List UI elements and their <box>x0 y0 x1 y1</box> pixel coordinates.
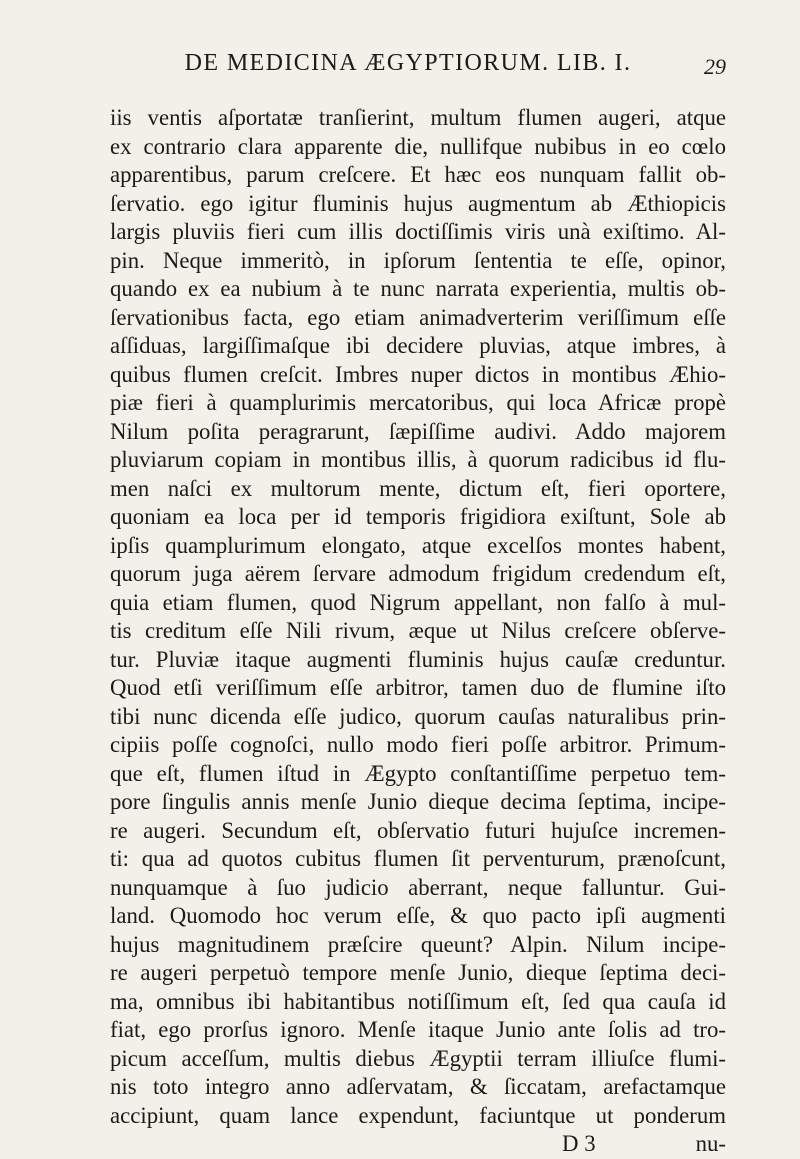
text-line: quibus flumen creſcit. Imbres nuper dictos in montibus Æhio- <box>110 361 726 387</box>
text-line: pore ſingulis annis menſe Junio dieque decima ſeptima, incipe- <box>110 789 726 814</box>
text-line: piæ fieri à quamplurimis mercatoribus, qui loca Africæ propè <box>110 390 726 415</box>
text-line: picum acceſſum, multis diebus Ægyptii terram illiuſce flumi- <box>110 1045 726 1071</box>
text-line: fiat, ego prorſus ignoro. Menſe itaque Junio ante ſolis ad tro- <box>110 1017 726 1042</box>
text-line: Quod etſi veriſſimum eſſe arbitror, tamen duo de flumine iſto <box>110 675 726 700</box>
text-line: pin. Neque immeritò, in ipſorum ſententia te eſſe, opinor, <box>110 247 726 273</box>
text-line: iis ventis aſportatæ tranſierint, multum flumen augeri, atque <box>110 105 726 130</box>
running-head <box>110 50 726 90</box>
text-line: re augeri. Secundum eſt, obſervatio futuri hujuſce incremen- <box>110 817 726 843</box>
text-line: ma, omnibus ibi habitantibus notiſſimum eſt, ſed qua cauſa id <box>110 988 726 1014</box>
text-line: tibi nunc dicenda eſſe judico, quorum cauſas naturalibus prin- <box>110 703 726 729</box>
text-line: ipſis quamplurimum elongato, atque excelſos montes habent, <box>110 532 726 558</box>
text-line: aſſiduas, largiſſimaſque ibi decidere pluvias, atque imbres, à <box>110 333 726 358</box>
text-line: Nilum poſita peragrarunt, ſæpiſſime audivi. Addo majorem <box>110 418 726 444</box>
text-line: tur. Pluviæ itaque augmenti fluminis hujus cauſæ creduntur. <box>110 646 726 672</box>
text-line: quando ex ea nubium à te nunc narrata experientia, multis ob- <box>110 276 726 301</box>
text-line: apparentibus, parum creſcere. Et hæc eos nunquam fallit ob- <box>110 162 726 187</box>
text-line: quia etiam flumen, quod Nigrum appellant, non falſo à mul- <box>110 589 726 615</box>
text-line: que eſt, flumen iſtud in Ægypto conſtantiſſime perpetuo tem- <box>110 760 726 786</box>
text-line: ſervationibus facta, ego etiam animadverterim veriſſimum eſſe <box>110 304 726 330</box>
text-line: accipiunt, quam lance expendunt, faciuntque ut ponderum <box>110 1102 726 1128</box>
text-line: ti: qua ad quotos cubitus flumen ſit perventurum, prænoſcunt, <box>110 846 726 871</box>
running-title: DE MEDICINA ÆGYPTIORUM. LIB. I. <box>184 50 632 76</box>
body-text <box>110 104 726 1130</box>
text-line: men naſci ex multorum mente, dictum eſt, fieri oportere, <box>110 475 726 501</box>
text-line: re augeri perpetuò tempore menſe Junio, dieque ſeptima deci- <box>110 960 726 985</box>
signature-line <box>110 1130 726 1159</box>
text-line: ex contrario clara apparente die, nullifque nubibus in eo cœlo <box>110 133 726 159</box>
text-line: quoniam ea loca per id temporis frigidiora exiſtunt, Sole ab <box>110 504 726 529</box>
text-line: hujus magnitudinem præſcire queunt? Alpin. Nilum incipe- <box>110 931 726 957</box>
text-line: ſervatio. ego igitur fluminis hujus augmentum ab Æthiopicis <box>110 190 726 216</box>
text-line: tis creditum eſſe Nili rivum, æque ut Nilus creſcere obſerve- <box>110 618 726 643</box>
text-line: pluviarum copiam in montibus illis, à quorum radicibus id flu- <box>110 447 726 472</box>
text-line: largis pluviis fieri cum illis doctiſſimis viris unà exiſtimo. Al- <box>110 219 726 244</box>
page-number: 29 <box>704 54 726 79</box>
catchword: nu- <box>695 1131 726 1156</box>
text-line: nis toto integro anno adſervatam, & ſiccatam, arefactamque <box>110 1074 726 1099</box>
text-line: nunquamque à ſuo judicio aberrant, neque falluntur. Gui- <box>110 874 726 900</box>
text-line: quorum juga aërem ſervare admodum frigidum credendum eſt, <box>110 561 726 586</box>
text-line: cipiis poſſe cognoſci, nullo modo fieri poſſe arbitror. Primum- <box>110 732 726 757</box>
signature-mark: D 3 <box>562 1131 596 1156</box>
text-line: land. Quomodo hoc verum eſſe, & quo pacto ipſi augmenti <box>110 903 726 928</box>
